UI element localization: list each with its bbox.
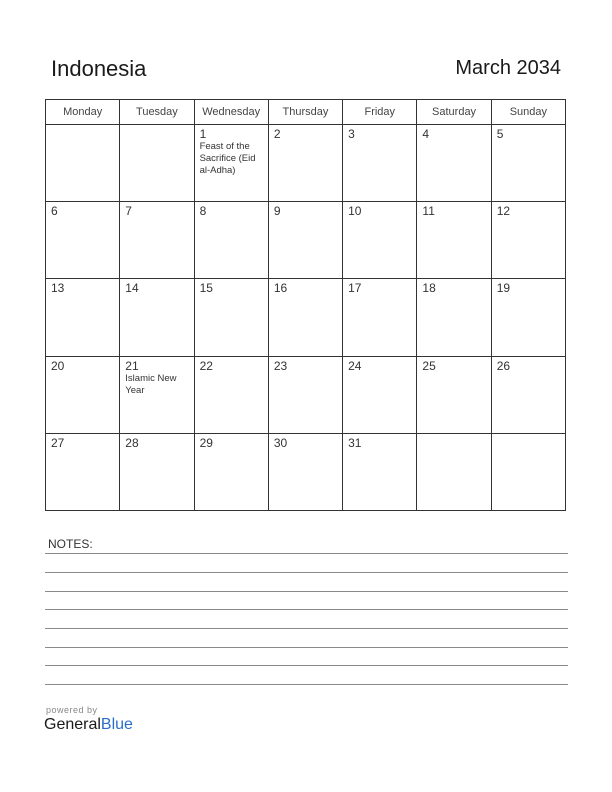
calendar-day-cell bbox=[120, 125, 194, 202]
calendar-day-cell bbox=[120, 356, 194, 433]
brand-name-blue: Blue bbox=[100, 716, 133, 733]
weekday-header-row bbox=[46, 100, 566, 125]
note-line bbox=[45, 628, 568, 629]
country-title: Indonesia bbox=[51, 56, 147, 81]
day-number: 9 bbox=[273, 204, 281, 219]
calendar-day-cell bbox=[46, 433, 120, 510]
calendar-day-cell bbox=[343, 433, 417, 510]
calendar-day-cell bbox=[46, 202, 120, 279]
calendar-day-cell bbox=[194, 125, 268, 202]
day-number: 17 bbox=[348, 281, 362, 296]
calendar-week-row bbox=[46, 356, 566, 433]
day-number: 18 bbox=[422, 281, 436, 296]
day-number: 27 bbox=[51, 435, 65, 450]
weekday-header: Monday bbox=[46, 100, 120, 125]
calendar-day-cell bbox=[46, 356, 120, 433]
note-line bbox=[45, 553, 568, 554]
day-number: 28 bbox=[125, 435, 139, 450]
day-number: 15 bbox=[199, 281, 213, 296]
day-number: 12 bbox=[496, 204, 511, 219]
calendar-day-cell bbox=[491, 356, 565, 433]
calendar-day-cell bbox=[120, 202, 194, 279]
day-number: 7 bbox=[125, 204, 132, 219]
weekday-header: Sunday bbox=[491, 100, 565, 125]
calendar-body bbox=[46, 125, 566, 511]
calendar-day-cell bbox=[194, 356, 268, 433]
day-number: 5 bbox=[496, 127, 504, 141]
day-number: 6 bbox=[51, 204, 58, 219]
day-number: 21 bbox=[125, 358, 139, 373]
calendar-day-cell bbox=[268, 433, 342, 510]
calendar-day-cell bbox=[417, 202, 491, 279]
calendar-day-cell bbox=[46, 125, 120, 202]
calendar-week-row bbox=[46, 433, 566, 510]
calendar-day-cell bbox=[268, 202, 342, 279]
day-number: 30 bbox=[273, 435, 288, 450]
calendar-day-cell bbox=[343, 125, 417, 202]
day-number: 19 bbox=[496, 281, 511, 296]
note-line bbox=[45, 609, 568, 610]
calendar-day-cell bbox=[194, 202, 268, 279]
calendar-day-cell bbox=[417, 433, 491, 510]
weekday-header: Thursday bbox=[268, 100, 342, 125]
day-number: 26 bbox=[496, 358, 511, 373]
calendar-week-row bbox=[46, 279, 566, 356]
day-number bbox=[492, 434, 565, 436]
day-number: 2 bbox=[273, 127, 281, 141]
calendar-day-cell bbox=[417, 125, 491, 202]
note-line bbox=[45, 647, 568, 648]
month-year-title: March 2034 bbox=[455, 57, 561, 79]
calendar-day-cell bbox=[120, 279, 194, 356]
calendar-week-row bbox=[46, 125, 566, 202]
day-number: 13 bbox=[51, 281, 65, 296]
holiday-event: Islamic New Year bbox=[125, 372, 177, 396]
day-number: 1 bbox=[199, 127, 207, 141]
calendar-day-cell bbox=[46, 279, 120, 356]
day-number: 20 bbox=[51, 358, 65, 373]
day-number: 23 bbox=[273, 358, 288, 373]
day-number: 29 bbox=[199, 435, 213, 450]
day-number: 14 bbox=[125, 281, 139, 296]
brand-logo bbox=[44, 705, 133, 734]
note-line bbox=[45, 572, 568, 573]
day-number: 22 bbox=[199, 358, 213, 373]
calendar-grid bbox=[45, 99, 566, 511]
calendar-day-cell bbox=[491, 202, 565, 279]
powered-by-text: powered by bbox=[46, 705, 98, 715]
calendar-day-cell bbox=[491, 433, 565, 510]
calendar-day-cell bbox=[194, 433, 268, 510]
day-number: 10 bbox=[348, 204, 362, 219]
day-number: 4 bbox=[422, 127, 430, 141]
note-line bbox=[45, 591, 568, 592]
brand-name-general: General bbox=[44, 716, 101, 733]
calendar-day-cell bbox=[417, 279, 491, 356]
holiday-event: Feast of the Sacrifice (Eid al-Adha) bbox=[199, 141, 256, 176]
calendar-day-cell bbox=[268, 356, 342, 433]
day-number bbox=[46, 125, 119, 127]
day-number: 24 bbox=[348, 358, 362, 373]
note-line bbox=[45, 684, 568, 685]
calendar-day-cell bbox=[491, 125, 565, 202]
brand-name bbox=[44, 716, 133, 734]
weekday-header: Saturday bbox=[417, 100, 491, 125]
day-number: 11 bbox=[422, 204, 435, 219]
day-number: 31 bbox=[348, 435, 362, 450]
calendar-day-cell bbox=[194, 279, 268, 356]
note-line bbox=[45, 665, 568, 666]
day-number bbox=[120, 125, 193, 127]
notes-label: NOTES: bbox=[48, 537, 93, 551]
weekday-header: Friday bbox=[343, 100, 417, 125]
calendar-day-cell bbox=[343, 279, 417, 356]
calendar-day-cell bbox=[268, 125, 342, 202]
weekday-header: Tuesday bbox=[120, 100, 194, 125]
calendar-day-cell bbox=[343, 202, 417, 279]
day-number bbox=[417, 434, 490, 436]
day-number: 8 bbox=[199, 204, 207, 219]
day-number: 25 bbox=[422, 358, 436, 373]
calendar-day-cell bbox=[491, 279, 565, 356]
weekday-header: Wednesday bbox=[194, 100, 268, 125]
calendar-day-cell bbox=[120, 433, 194, 510]
calendar-day-cell bbox=[268, 279, 342, 356]
day-number: 16 bbox=[273, 281, 288, 296]
calendar-week-row bbox=[46, 202, 566, 279]
day-number: 3 bbox=[348, 127, 355, 141]
calendar-day-cell bbox=[343, 356, 417, 433]
calendar-day-cell bbox=[417, 356, 491, 433]
